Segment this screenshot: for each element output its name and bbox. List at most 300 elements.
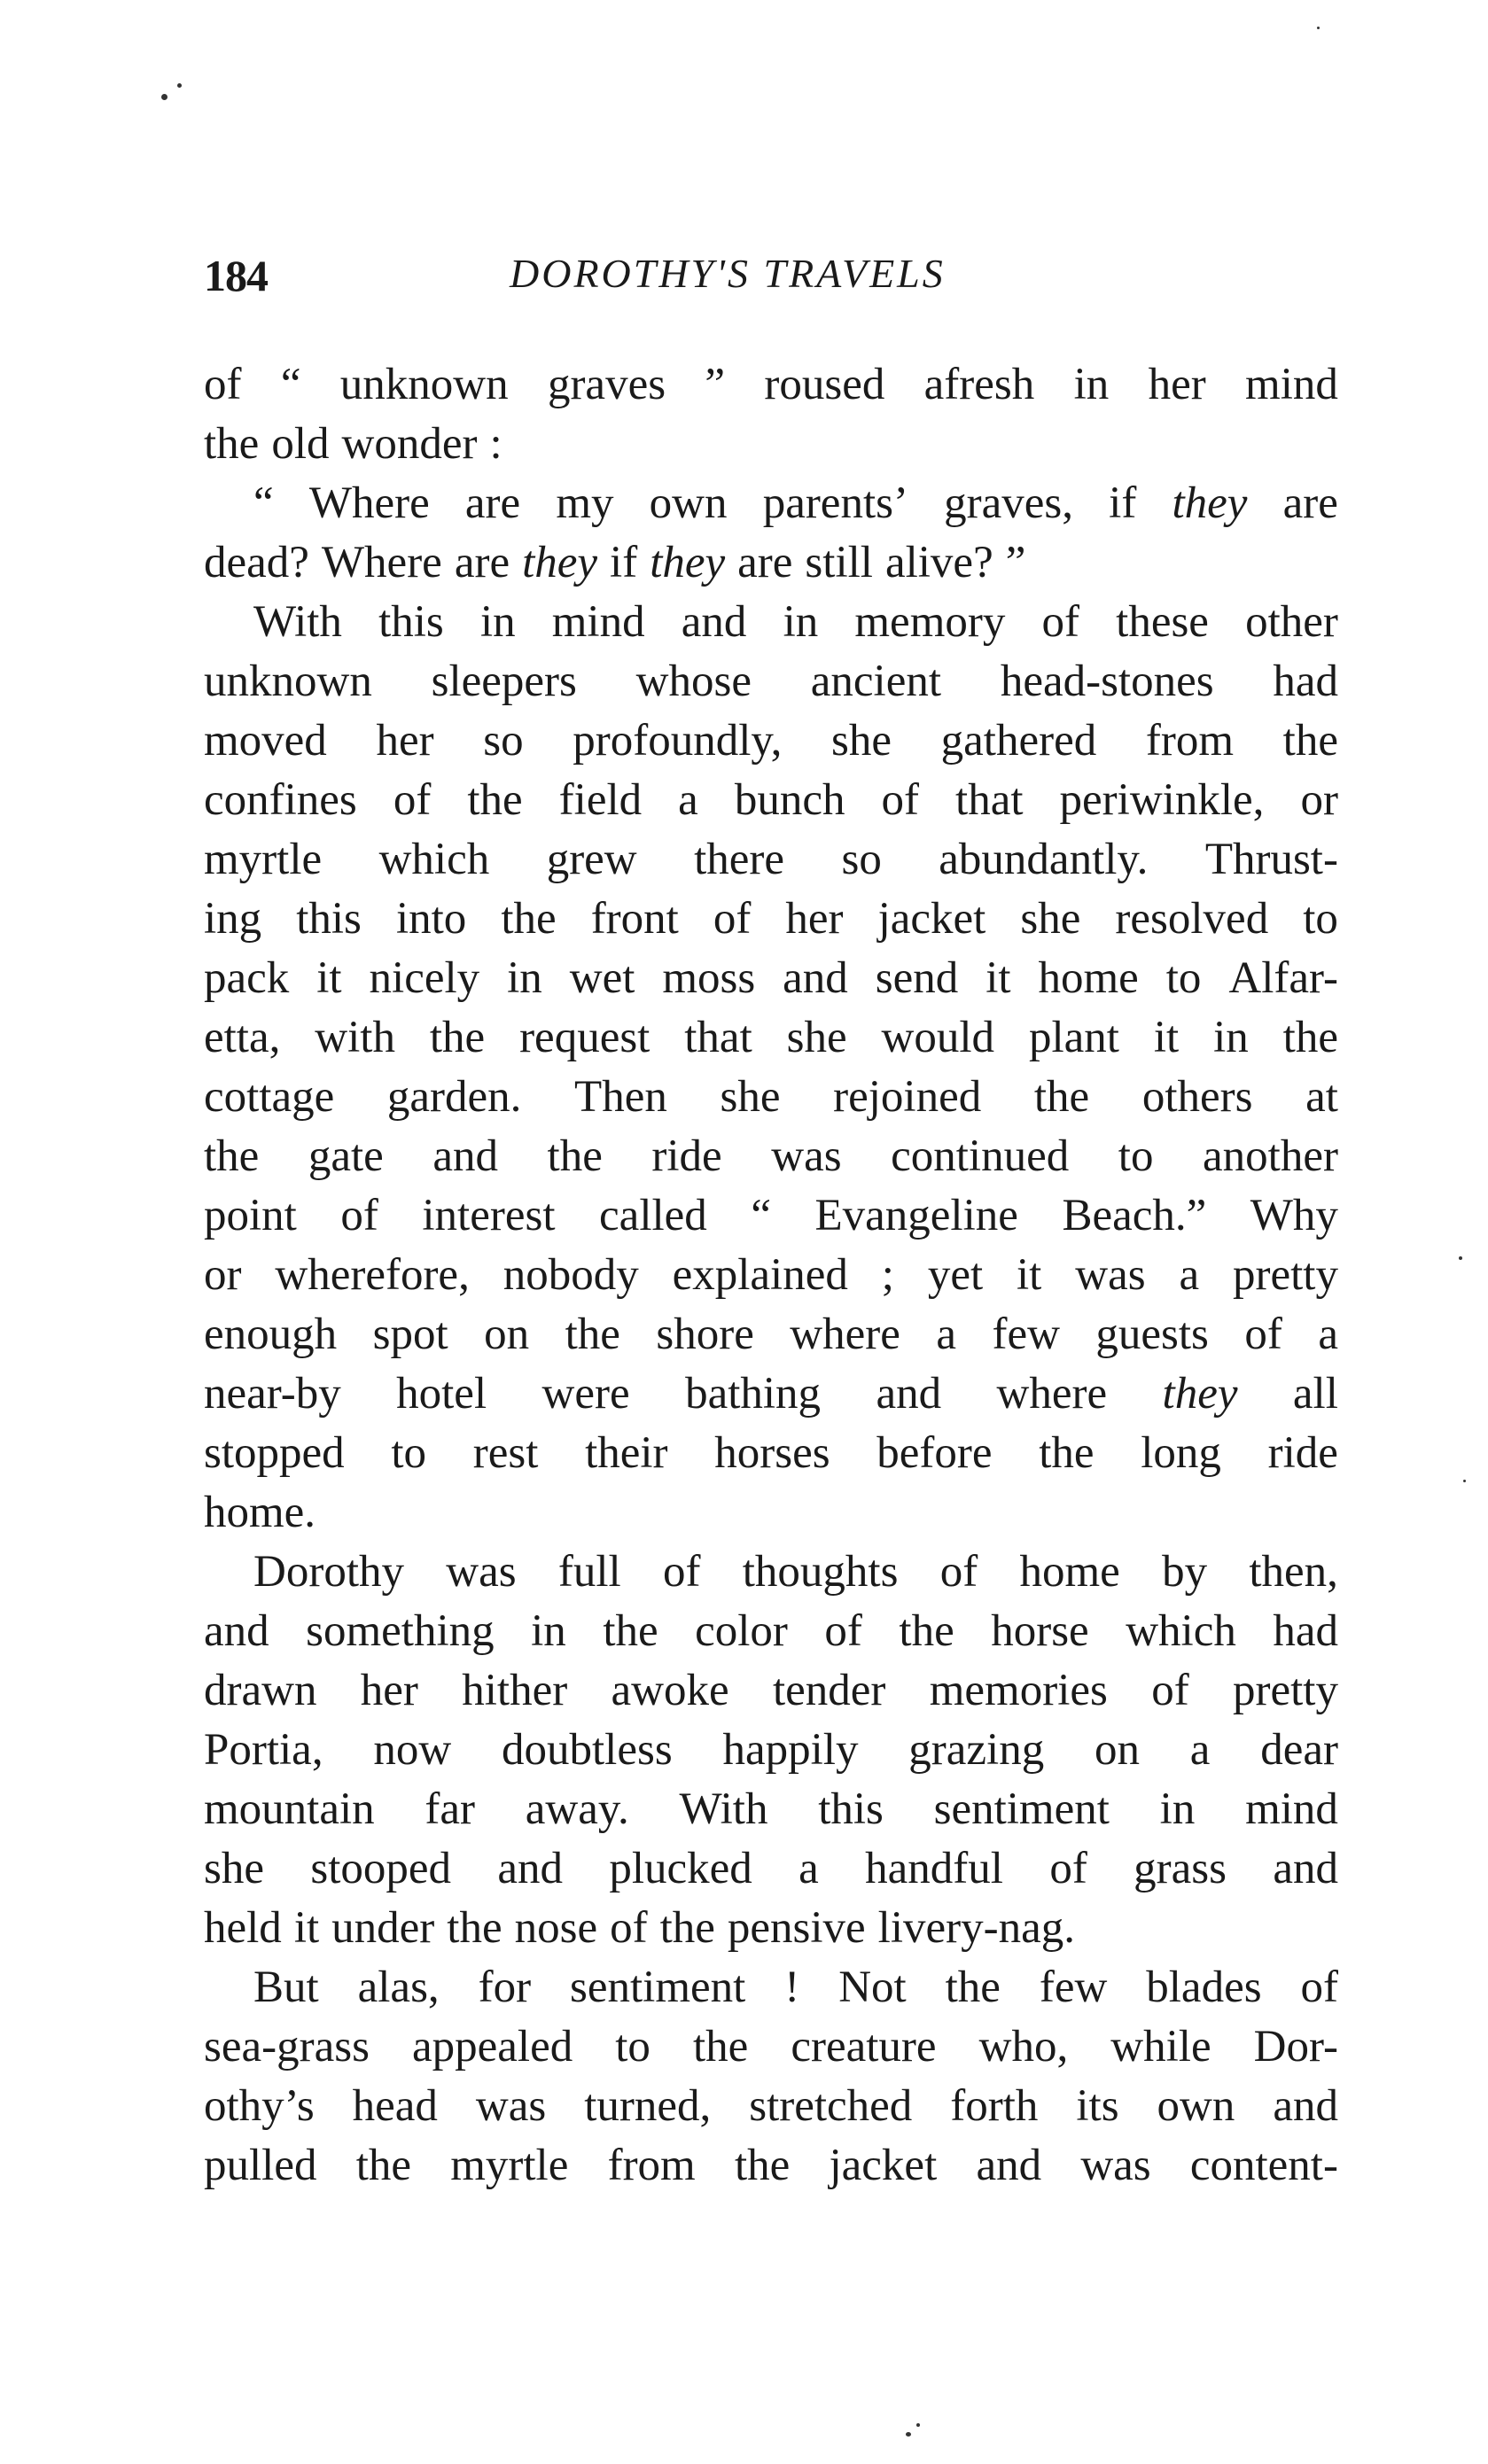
word: and — [432, 1131, 498, 1181]
word: all — [1292, 1369, 1338, 1419]
word: the — [899, 1606, 954, 1656]
word: and — [976, 2141, 1042, 2190]
word: on — [484, 1310, 530, 1359]
word: the — [693, 2022, 749, 2071]
word: wherefore, — [275, 1250, 470, 1300]
word: are — [454, 538, 510, 587]
text-line — [204, 771, 1338, 830]
text-line — [204, 1780, 1338, 1839]
word: awoke — [611, 1666, 729, 1715]
word: near-by — [204, 1369, 341, 1419]
word: gate — [308, 1131, 384, 1181]
word: But — [253, 1963, 319, 2012]
word: it — [1017, 1250, 1042, 1300]
word: unknown — [204, 657, 372, 706]
word: drawn — [204, 1666, 317, 1715]
word: happily — [722, 1725, 859, 1775]
word: in — [1159, 1784, 1196, 1834]
word: are — [464, 478, 521, 528]
word: another — [1203, 1131, 1338, 1181]
word: in — [1073, 360, 1110, 409]
word: send — [875, 953, 959, 1003]
word: jacket — [877, 894, 986, 944]
word: before — [876, 1428, 993, 1478]
word: from — [1145, 716, 1234, 766]
word: the — [603, 1606, 658, 1656]
word: of — [1151, 1666, 1189, 1715]
text-line — [204, 2136, 1338, 2196]
word: dead? — [204, 538, 309, 587]
word: pretty — [1233, 1666, 1338, 1715]
ink-speck — [177, 83, 182, 88]
word: my — [556, 478, 614, 528]
word: in — [783, 597, 819, 647]
word: who, — [978, 2022, 1069, 2071]
word: cottage — [204, 1072, 335, 1122]
word: Dor- — [1253, 2022, 1338, 2071]
text-line — [204, 415, 1338, 474]
word: to — [1118, 1131, 1154, 1181]
word: the — [1282, 716, 1338, 766]
text-line — [204, 1839, 1338, 1899]
word: while — [1110, 2022, 1211, 2071]
word: to — [1165, 953, 1202, 1003]
word: the — [565, 1310, 620, 1359]
word: at — [1305, 1072, 1338, 1122]
word: creature — [791, 2022, 937, 2071]
word: of — [881, 775, 919, 825]
word: these — [1116, 597, 1209, 647]
word: this — [378, 597, 444, 647]
word: the — [1039, 1428, 1095, 1478]
word: point — [204, 1191, 297, 1240]
word: her — [785, 894, 844, 944]
word: the — [467, 775, 523, 825]
word: it — [293, 1903, 320, 1953]
word: of — [1041, 597, 1079, 647]
word: are — [737, 538, 793, 587]
ink-speck — [1317, 27, 1320, 29]
word: explained — [672, 1250, 848, 1300]
word: to — [391, 1428, 427, 1478]
word: color — [695, 1606, 788, 1656]
word: she — [720, 1072, 781, 1122]
word: which — [378, 835, 490, 884]
word: and — [1273, 2081, 1338, 2131]
word: resolved — [1115, 894, 1269, 944]
word: few — [992, 1310, 1060, 1359]
word: periwinkle, — [1059, 775, 1265, 825]
text-line — [204, 2077, 1338, 2136]
word: held — [204, 1903, 282, 1953]
word: so — [483, 716, 524, 766]
word: garden. — [386, 1072, 522, 1122]
word: rest — [472, 1428, 539, 1478]
word: where — [790, 1310, 900, 1359]
word: and — [681, 597, 747, 647]
word: full — [557, 1547, 621, 1597]
word: so — [841, 835, 882, 884]
word: Then — [574, 1072, 667, 1122]
word: was — [1075, 1250, 1146, 1300]
word: its — [1076, 2081, 1119, 2131]
word: now — [373, 1725, 452, 1775]
word: Portia, — [204, 1725, 323, 1775]
word: she — [204, 1844, 264, 1893]
word: moved — [204, 716, 327, 766]
word: handful — [865, 1844, 1003, 1893]
word: alive? — [884, 538, 993, 587]
word: wonder — [341, 419, 478, 469]
word: pretty — [1233, 1250, 1338, 1300]
word: plant — [1028, 1013, 1119, 1062]
word: she — [831, 716, 892, 766]
word: her — [376, 716, 434, 766]
word: rejoined — [833, 1072, 982, 1122]
word: head — [352, 2081, 438, 2131]
word: moss — [662, 953, 756, 1003]
word: for — [478, 1963, 532, 2012]
word: few — [1039, 1963, 1108, 2012]
text-line — [204, 355, 1338, 415]
word: With — [253, 597, 342, 647]
word: she — [786, 1013, 847, 1062]
text-line — [204, 830, 1338, 890]
word: graves — [547, 360, 666, 409]
word: home. — [204, 1488, 316, 1537]
word: was — [1080, 2141, 1151, 2190]
word: with — [315, 1013, 395, 1062]
word: Not — [838, 1963, 907, 2012]
word: into — [395, 894, 467, 944]
word: it — [1153, 1013, 1180, 1062]
word: afresh — [923, 360, 1035, 409]
word: alas, — [357, 1963, 440, 2012]
text-line — [204, 652, 1338, 711]
word: this — [296, 894, 362, 944]
word: myrtle — [204, 835, 323, 884]
word: nose — [514, 1903, 598, 1953]
word: With — [679, 1784, 768, 1834]
word: were — [541, 1369, 630, 1419]
word: stretched — [749, 2081, 913, 2131]
word: parents’ — [762, 478, 908, 528]
text-line — [204, 1246, 1338, 1305]
word: thoughts — [742, 1547, 899, 1597]
word: she — [1020, 894, 1081, 944]
page-number: 184 — [204, 251, 268, 300]
word: grazing — [908, 1725, 1045, 1775]
word: that — [684, 1013, 752, 1062]
word: this — [818, 1784, 884, 1834]
word: others — [1141, 1072, 1253, 1122]
word: unknown — [339, 360, 509, 409]
text-line — [204, 593, 1338, 652]
word: of — [393, 775, 432, 825]
word: ! — [784, 1963, 800, 2012]
word: pensive — [727, 1903, 866, 1953]
word: they — [1172, 478, 1248, 528]
text-line — [204, 1127, 1338, 1186]
word: dear — [1260, 1725, 1338, 1775]
word: horses — [714, 1428, 830, 1478]
word: of — [824, 1606, 862, 1656]
word: tender — [772, 1666, 886, 1715]
word: “ — [280, 360, 301, 409]
word: if — [1109, 478, 1137, 528]
word: a — [678, 775, 698, 825]
word: Why — [1250, 1191, 1338, 1240]
word: the — [501, 894, 557, 944]
word: content- — [1189, 2141, 1338, 2190]
word: old — [271, 419, 330, 469]
text-line — [204, 1543, 1338, 1602]
word: ancient — [810, 657, 942, 706]
word: away. — [525, 1784, 629, 1834]
running-title: DOROTHY'S TRAVELS — [510, 251, 946, 296]
word: of — [610, 1903, 648, 1953]
word: of — [713, 894, 752, 944]
word: it — [316, 953, 342, 1003]
word: stopped — [204, 1428, 345, 1478]
word: where — [996, 1369, 1108, 1419]
text-line — [204, 1424, 1338, 1483]
word: they — [650, 538, 726, 587]
word: wet — [569, 953, 635, 1003]
word: home — [1019, 1547, 1120, 1597]
word: mountain — [204, 1784, 375, 1834]
word: a — [1179, 1250, 1200, 1300]
text-line — [204, 1899, 1338, 1958]
word: Evangeline — [814, 1191, 1018, 1240]
word: the — [1033, 1072, 1090, 1122]
word: her — [360, 1666, 418, 1715]
word: ride — [1267, 1428, 1338, 1478]
word: gathered — [940, 716, 1097, 766]
word: of — [1244, 1310, 1282, 1359]
word: and — [1273, 1844, 1338, 1893]
word: ride — [651, 1131, 722, 1181]
text-line — [204, 1661, 1338, 1721]
word: or — [1300, 775, 1338, 825]
word: continued — [891, 1131, 1070, 1181]
text-line — [204, 1305, 1338, 1364]
text-line — [204, 1721, 1338, 1780]
text-line — [204, 474, 1338, 533]
word: livery-nag. — [877, 1903, 1075, 1953]
word: doubtless — [502, 1725, 673, 1775]
text-line — [204, 1068, 1338, 1127]
word: the — [447, 1903, 502, 1953]
word: sea-grass — [204, 2022, 370, 2071]
word: of — [939, 1547, 978, 1597]
word: own — [1157, 2081, 1235, 2131]
word: hither — [462, 1666, 568, 1715]
word: and — [783, 953, 848, 1003]
text-line — [204, 1186, 1338, 1246]
text-line — [204, 2017, 1338, 2077]
word: horse — [991, 1606, 1089, 1656]
word: which — [1126, 1606, 1236, 1656]
word: ” — [705, 360, 726, 409]
word: to — [1303, 894, 1338, 944]
word: in — [1213, 1013, 1249, 1062]
word: a — [799, 1844, 819, 1893]
word: nicely — [369, 953, 480, 1003]
word: had — [1273, 657, 1338, 706]
word: there — [694, 835, 785, 884]
word: roused — [764, 360, 885, 409]
word: spot — [372, 1310, 448, 1359]
word: etta, — [204, 1013, 281, 1062]
word: of — [204, 360, 242, 409]
word: was — [771, 1131, 842, 1181]
word: “ — [751, 1191, 771, 1240]
word: the — [659, 1903, 715, 1953]
word: othy’s — [204, 2081, 315, 2131]
word: memories — [929, 1666, 1108, 1715]
word: Thrust- — [1204, 835, 1338, 884]
word: blades — [1146, 1963, 1262, 2012]
text-line — [204, 711, 1338, 771]
word: was — [446, 1547, 517, 1597]
word: on — [1095, 1725, 1140, 1775]
word: mind — [551, 597, 645, 647]
word: ; — [881, 1250, 894, 1300]
word: jacket — [829, 2141, 938, 2190]
word: Beach.” — [1062, 1191, 1207, 1240]
body-text — [204, 355, 1338, 2196]
word: the — [734, 2141, 791, 2190]
word: : — [489, 419, 502, 469]
word: hotel — [396, 1369, 487, 1419]
word: sleepers — [431, 657, 577, 706]
word: of — [662, 1547, 701, 1597]
word: and — [204, 1606, 269, 1656]
word: their — [585, 1428, 668, 1478]
word: plucked — [609, 1844, 752, 1893]
word: the — [204, 1131, 260, 1181]
ink-speck — [1463, 1480, 1466, 1482]
word: enough — [204, 1310, 338, 1359]
word: confines — [204, 775, 357, 825]
word: and — [876, 1369, 942, 1419]
word: of — [1300, 1963, 1338, 2012]
word: appealed — [411, 2022, 573, 2071]
text-line — [204, 1483, 1338, 1543]
word: it — [986, 953, 1011, 1003]
word: had — [1273, 1606, 1338, 1656]
word: a — [936, 1310, 956, 1359]
word: field — [558, 775, 643, 825]
word: Dorothy — [253, 1547, 404, 1597]
word: grass — [1134, 1844, 1227, 1893]
word: front — [590, 894, 679, 944]
word: ” — [1005, 538, 1026, 587]
word: of — [340, 1191, 378, 1240]
word: turned, — [584, 2081, 712, 2131]
word: under — [331, 1903, 435, 1953]
word: abundantly. — [939, 835, 1149, 884]
word: something — [306, 1606, 495, 1656]
text-line — [204, 1364, 1338, 1424]
word: a — [1189, 1725, 1211, 1775]
word: long — [1141, 1428, 1221, 1478]
word: myrtle — [450, 2141, 569, 2190]
word: pulled — [204, 2141, 317, 2190]
text-line — [204, 533, 1338, 593]
word: home — [1038, 953, 1139, 1003]
word: sentiment — [570, 1963, 746, 2012]
word: they — [522, 538, 598, 587]
word: mind — [1245, 360, 1338, 409]
word: the — [1282, 1013, 1338, 1062]
word: “ — [253, 478, 274, 528]
word: nobody — [502, 1250, 639, 1300]
word: mind — [1245, 1784, 1338, 1834]
word: Where — [308, 478, 430, 528]
text-line — [204, 949, 1338, 1008]
word: the — [547, 1131, 603, 1181]
word: head-stones — [1000, 657, 1214, 706]
word: Alfar- — [1228, 953, 1338, 1003]
word: that — [955, 775, 1024, 825]
word: own — [649, 478, 728, 528]
word: pack — [204, 953, 290, 1003]
word: guests — [1095, 1310, 1209, 1359]
word: grew — [546, 835, 637, 884]
word: the — [355, 2141, 412, 2190]
word: and — [497, 1844, 563, 1893]
word: from — [607, 2141, 696, 2190]
word: sentiment — [933, 1784, 1110, 1834]
word: request — [519, 1013, 651, 1062]
ink-speck — [916, 2423, 920, 2427]
word: ing — [204, 894, 262, 944]
word: would — [881, 1013, 995, 1062]
word: forth — [950, 2081, 1039, 2131]
word: Where — [321, 538, 442, 587]
word: profoundly, — [573, 716, 783, 766]
text-line — [204, 890, 1338, 949]
word: her — [1148, 360, 1206, 409]
word: are — [1282, 478, 1338, 528]
word: stooped — [310, 1844, 451, 1893]
word: other — [1245, 597, 1338, 647]
word: or — [204, 1250, 242, 1300]
word: in — [479, 597, 516, 647]
word: graves, — [944, 478, 1073, 528]
text-line — [204, 1008, 1338, 1068]
word: of — [1049, 1844, 1087, 1893]
word: they — [1162, 1369, 1238, 1419]
ink-speck — [906, 2432, 911, 2437]
ink-speck — [1459, 1256, 1462, 1260]
word: bunch — [734, 775, 845, 825]
word: by — [1162, 1547, 1208, 1597]
word: the — [945, 1963, 1001, 2012]
text-line — [204, 1602, 1338, 1661]
word: was — [475, 2081, 547, 2131]
word: far — [425, 1784, 475, 1834]
word: yet — [927, 1250, 984, 1300]
word: if — [610, 538, 638, 587]
page-header — [204, 241, 1338, 312]
word: memory — [854, 597, 1006, 647]
word: in — [507, 953, 542, 1003]
word: still — [805, 538, 873, 587]
word: then, — [1249, 1547, 1338, 1597]
